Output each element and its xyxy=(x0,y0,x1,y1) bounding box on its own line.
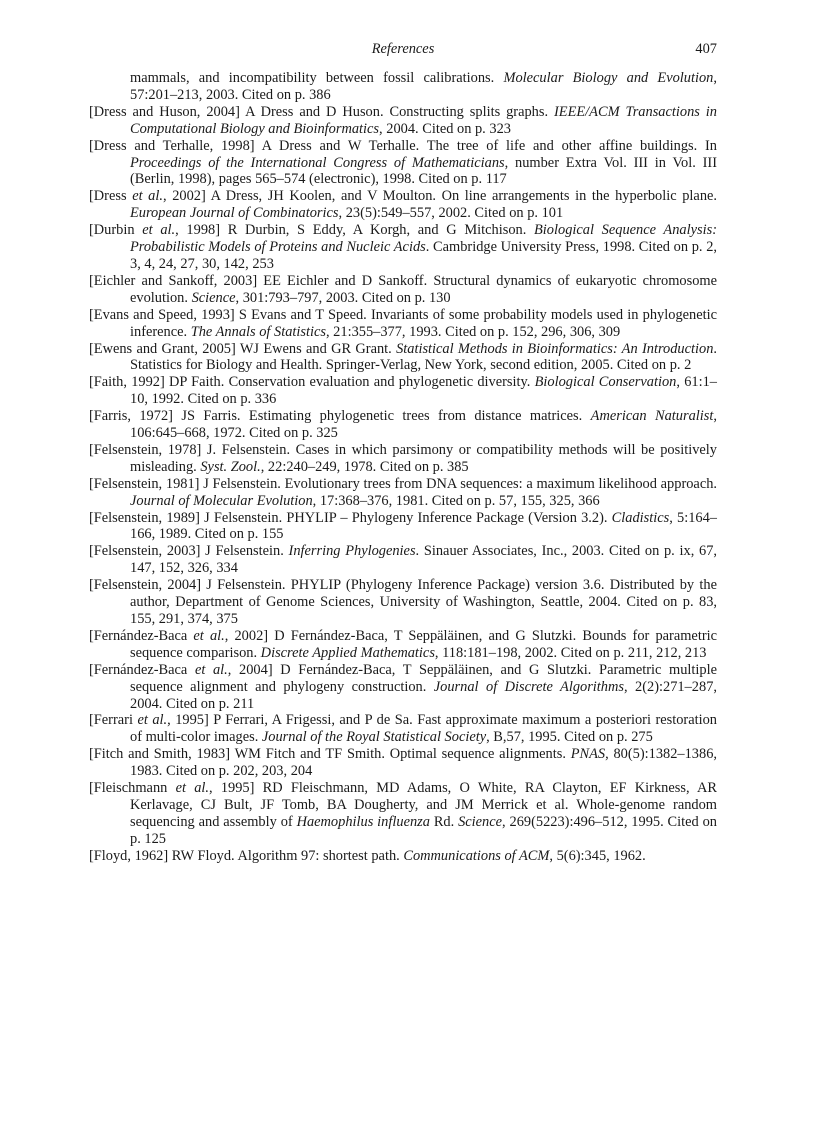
reference-text: , 5:164–166, 1989. Cited on p. 155 xyxy=(130,509,718,543)
reference-entry xyxy=(89,104,717,138)
reference-text: [Dress and Huson, 2004] A Dress and D Huson. Constructing splits graphs. xyxy=(89,103,555,120)
reference-text: , 57:201–213, 2003. Cited on p. 386 xyxy=(130,70,717,103)
reference-italic-text: et al. xyxy=(137,712,168,729)
reference-text: , 1998] R Durbin, S Eddy, A Korgh, and G Mitchison. xyxy=(175,222,535,239)
reference-entry xyxy=(89,476,717,510)
reference-text: [Felsenstein, 1978] J. Felsenstein. Cases in which parsimony or compatibility methods will be positively misleading. xyxy=(89,441,717,475)
reference-italic-text: Cladistics xyxy=(611,509,670,526)
reference-text: . Statistics for Biology and Health. Springer-Verlag, New York, second edition, 2005. Cited on p. 2 xyxy=(130,340,717,374)
reference-italic-text: Proceedings of the International Congress of Mathematicians xyxy=(130,154,505,171)
reference-italic-text: Journal of Molecular Evolution xyxy=(130,492,313,509)
running-header xyxy=(89,40,717,58)
reference-italic-text: Journal of Discrete Algorithms xyxy=(433,678,624,695)
reference-italic-text: Science xyxy=(191,289,236,306)
reference-italic-text: American Naturalist xyxy=(590,408,714,425)
reference-text: [Fernández-Baca xyxy=(89,627,194,644)
reference-text: [Felsenstein, 2004] J Felsenstein. PHYLIP (Phylogeny Inference Package) version 3.6. Distributed by the author, Department of Genome Sciences, University of Washington, Seattle, 2004. Cited on p. 83, 155, 291, 374, 375 xyxy=(89,577,717,627)
reference-italic-text: et al. xyxy=(175,780,209,797)
reference-text: [Fleischmann xyxy=(89,780,176,797)
reference-italic-text: et al. xyxy=(142,222,176,239)
reference-italic-text: Haemophilus influenza xyxy=(296,813,430,830)
reference-entry xyxy=(89,374,717,408)
reference-text: , 2002] A Dress, JH Koolen, and V Moulton. On line arrangements in the hyperbolic plane. xyxy=(162,188,718,205)
reference-italic-text: Biological Conservation xyxy=(534,374,677,391)
reference-italic-text: IEEE/ACM Transactions in Computational Biology and Bioinformatics xyxy=(130,103,717,137)
reference-italic-text: The Annals of Statistics xyxy=(190,323,326,340)
reference-entry xyxy=(89,70,717,104)
reference-entry xyxy=(89,341,717,375)
reference-text: , 2002] D Fernández-Baca, T Seppäläinen, and G Slutzki. Bounds for parametric sequence comparison. xyxy=(130,627,717,661)
reference-text: , 2(2):271–287, 2004. Cited on p. 211 xyxy=(130,678,717,712)
reference-italic-text: et al. xyxy=(132,188,163,205)
reference-entry xyxy=(89,307,717,341)
reference-list xyxy=(89,70,717,865)
reference-text: , 21:355–377, 1993. Cited on p. 152, 296, 306, 309 xyxy=(325,323,621,340)
reference-entry xyxy=(89,780,717,848)
reference-text: [Ewens and Grant, 2005] WJ Ewens and GR Grant. xyxy=(89,340,397,357)
reference-text: , 2004. Cited on p. 323 xyxy=(379,120,511,137)
reference-entry xyxy=(89,628,717,662)
reference-entry xyxy=(89,222,717,273)
reference-text: , 17:368–376, 1981. Cited on p. 57, 155, 325, 366 xyxy=(312,492,600,509)
reference-text: , 269(5223):496–512, 1995. Cited on p. 125 xyxy=(130,813,717,847)
reference-text: [Felsenstein, 2003] J Felsenstein. xyxy=(89,543,289,560)
reference-italic-text: Biological Sequence Analysis: Probabilistic Models of Proteins and Nucleic Acids xyxy=(130,222,717,256)
reference-italic-text: Molecular Biology and Evolution xyxy=(503,70,714,86)
reference-italic-text: Journal of the Royal Statistical Society xyxy=(261,729,487,746)
reference-italic-text: Syst. Zool. xyxy=(200,458,261,475)
reference-text: , B,57, 1995. Cited on p. 275 xyxy=(486,729,653,746)
reference-text: [Fitch and Smith, 1983] WM Fitch and TF Smith. Optimal sequence alignments. xyxy=(89,746,571,763)
reference-text: , 5(6):345, 1962. xyxy=(549,847,646,864)
reference-text: mammals, and incompatibility between fossil calibrations. xyxy=(130,70,504,86)
reference-entry xyxy=(89,442,717,476)
reference-text: , 23(5):549–557, 2002. Cited on p. 101 xyxy=(338,205,564,222)
reference-text: . Sinauer Associates, Inc., 2003. Cited on p. ix, 67, 147, 152, 326, 334 xyxy=(130,543,717,577)
reference-text: , 118:181–198, 2002. Cited on p. 211, 212, 213 xyxy=(434,644,707,661)
reference-entry xyxy=(89,848,717,865)
reference-italic-text: et al. xyxy=(194,661,228,678)
reference-text: [Felsenstein, 1989] J Felsenstein. PHYLIP – Phylogeny Inference Package (Version 3.2). xyxy=(89,509,612,526)
reference-text: , 80(5):1382–1386, 1983. Cited on p. 202, 203, 204 xyxy=(130,746,717,780)
reference-entry xyxy=(89,543,717,577)
reference-text: , 61:1–10, 1992. Cited on p. 336 xyxy=(130,374,717,408)
page-number: 407 xyxy=(695,41,717,57)
reference-text: , 1995] P Ferrari, A Frigessi, and P de Sa. Fast approximate maximum a posteriori restoration of multi-color images. xyxy=(130,712,717,746)
reference-text: , 22:240–249, 1978. Cited on p. 385 xyxy=(260,458,469,475)
reference-text: [Felsenstein, 1981] J Felsenstein. Evolutionary trees from DNA sequences: a maximum likelihood approach. xyxy=(89,475,717,492)
reference-text: , 301:793–797, 2003. Cited on p. 130 xyxy=(235,289,451,306)
reference-italic-text: Inferring Phylogenies xyxy=(288,543,416,560)
reference-italic-text: European Journal of Combinatorics xyxy=(130,205,339,222)
reference-italic-text: Statistical Methods in Bioinformatics: An Introduction xyxy=(396,340,714,357)
reference-text: [Dress and Terhalle, 1998] A Dress and W Terhalle. The tree of life and other affine buildings. In xyxy=(89,137,717,154)
reference-text: [Evans and Speed, 1993] S Evans and T Speed. Invariants of some probability models used in phylogenetic inference. xyxy=(89,306,717,340)
reference-text: Rd. xyxy=(429,813,459,830)
reference-entry xyxy=(89,577,717,628)
reference-italic-text: Communications of ACM xyxy=(403,847,550,864)
running-title: References xyxy=(371,41,435,57)
reference-text: [Ferrari xyxy=(89,712,138,729)
reference-entry xyxy=(89,510,717,544)
reference-text: , 2004] D Fernández-Baca, T Seppäläinen, and G Slutzki. Parametric multiple sequence alignment and phylogeny construction. xyxy=(130,661,718,695)
reference-text: [Farris, 1972] JS Farris. Estimating phylogenetic trees from distance matrices. xyxy=(89,408,591,425)
reference-text: [Fernández-Baca xyxy=(89,661,195,678)
reference-entry xyxy=(89,746,717,780)
reference-text: , 106:645–668, 1972. Cited on p. 325 xyxy=(130,408,717,442)
reference-italic-text: Science xyxy=(458,813,503,830)
reference-text: , 1995] RD Fleischmann, MD Adams, O White, RA Clayton, EF Kirkness, AR Kerlavage, CJ Bult, JF Tomb, BA Dougherty, and JM Merrick et al. Whole-genome random sequencing and assembly of xyxy=(130,780,717,830)
reference-entry xyxy=(89,188,717,222)
reference-text: [Floyd, 1962] RW Floyd. Algorithm 97: shortest path. xyxy=(89,847,404,864)
reference-italic-text: PNAS xyxy=(570,746,606,763)
reference-italic-text: Discrete Applied Mathematics xyxy=(260,644,435,661)
reference-text: . Cambridge University Press, 1998. Cited on p. 2, 3, 4, 24, 27, 30, 142, 253 xyxy=(130,239,717,272)
reference-text: , number Extra Vol. III in Vol. III (Berlin, 1998), pages 565–574 (electronic), 1998. Cited on p. 117 xyxy=(130,154,717,188)
reference-text: [Dress xyxy=(89,188,133,205)
reference-entry xyxy=(89,408,717,442)
reference-entry xyxy=(89,712,717,746)
reference-text: [Eichler and Sankoff, 2003] EE Eichler and D Sankoff. Structural dynamics of eukaryotic chromosome evolution. xyxy=(89,272,717,306)
reference-entry xyxy=(89,273,717,307)
reference-italic-text: et al. xyxy=(193,627,225,644)
reference-text: [Faith, 1992] DP Faith. Conservation evaluation and phylogenetic diversity. xyxy=(89,374,535,391)
reference-text: [Durbin xyxy=(89,222,143,239)
reference-entry xyxy=(89,662,717,713)
reference-entry xyxy=(89,138,717,189)
